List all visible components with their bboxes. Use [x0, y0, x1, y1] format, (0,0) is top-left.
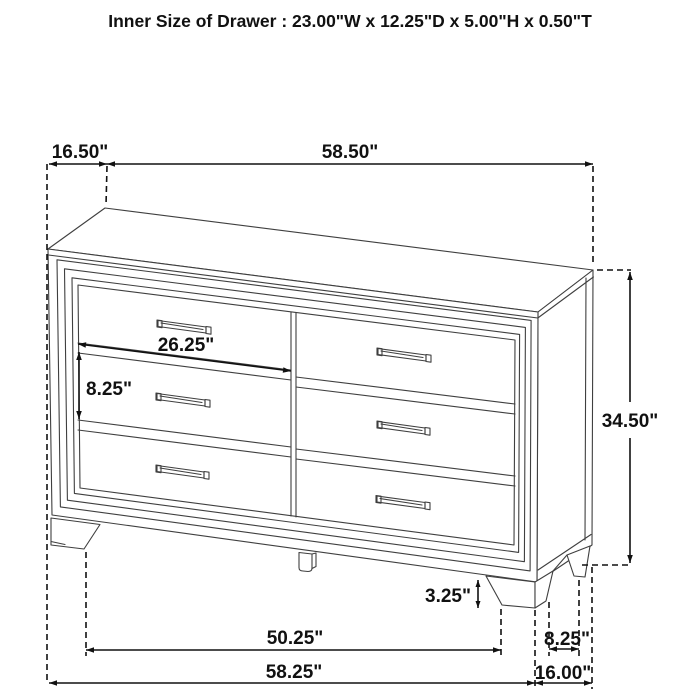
dim-label-top-width: 58.50"	[321, 142, 379, 163]
dim-label-drawer-width: 26.25"	[157, 335, 215, 356]
dim-leg-height	[425, 580, 481, 608]
dim-label-top-depth: 16.50"	[51, 142, 109, 163]
dresser-line-drawing	[48, 208, 593, 608]
dim-base-width	[49, 662, 535, 686]
dim-base-depth	[535, 663, 592, 686]
dim-label-front-leg-spacing: 50.25"	[266, 628, 324, 649]
dim-label-overall-height: 34.50"	[601, 411, 659, 432]
center-leg	[299, 553, 316, 572]
dim-top-width	[107, 142, 593, 167]
dim-top-depth	[49, 142, 108, 167]
dim-label-side-leg-spacing: 8.25"	[544, 629, 590, 650]
dim-front-leg-spacing	[86, 628, 501, 653]
dim-label-base-depth: 16.00"	[534, 663, 592, 684]
page-title: Inner Size of Drawer : 23.00"W x 12.25"D x 5.00"H x 0.50"T	[108, 11, 592, 31]
dim-label-leg-height: 3.25"	[425, 586, 471, 607]
dim-label-drawer-height: 8.25"	[86, 379, 132, 400]
dim-overall-height	[602, 272, 659, 563]
dim-label-base-width: 58.25"	[265, 662, 323, 683]
dim-side-leg-spacing	[544, 629, 590, 652]
front-left-leg	[51, 518, 100, 549]
